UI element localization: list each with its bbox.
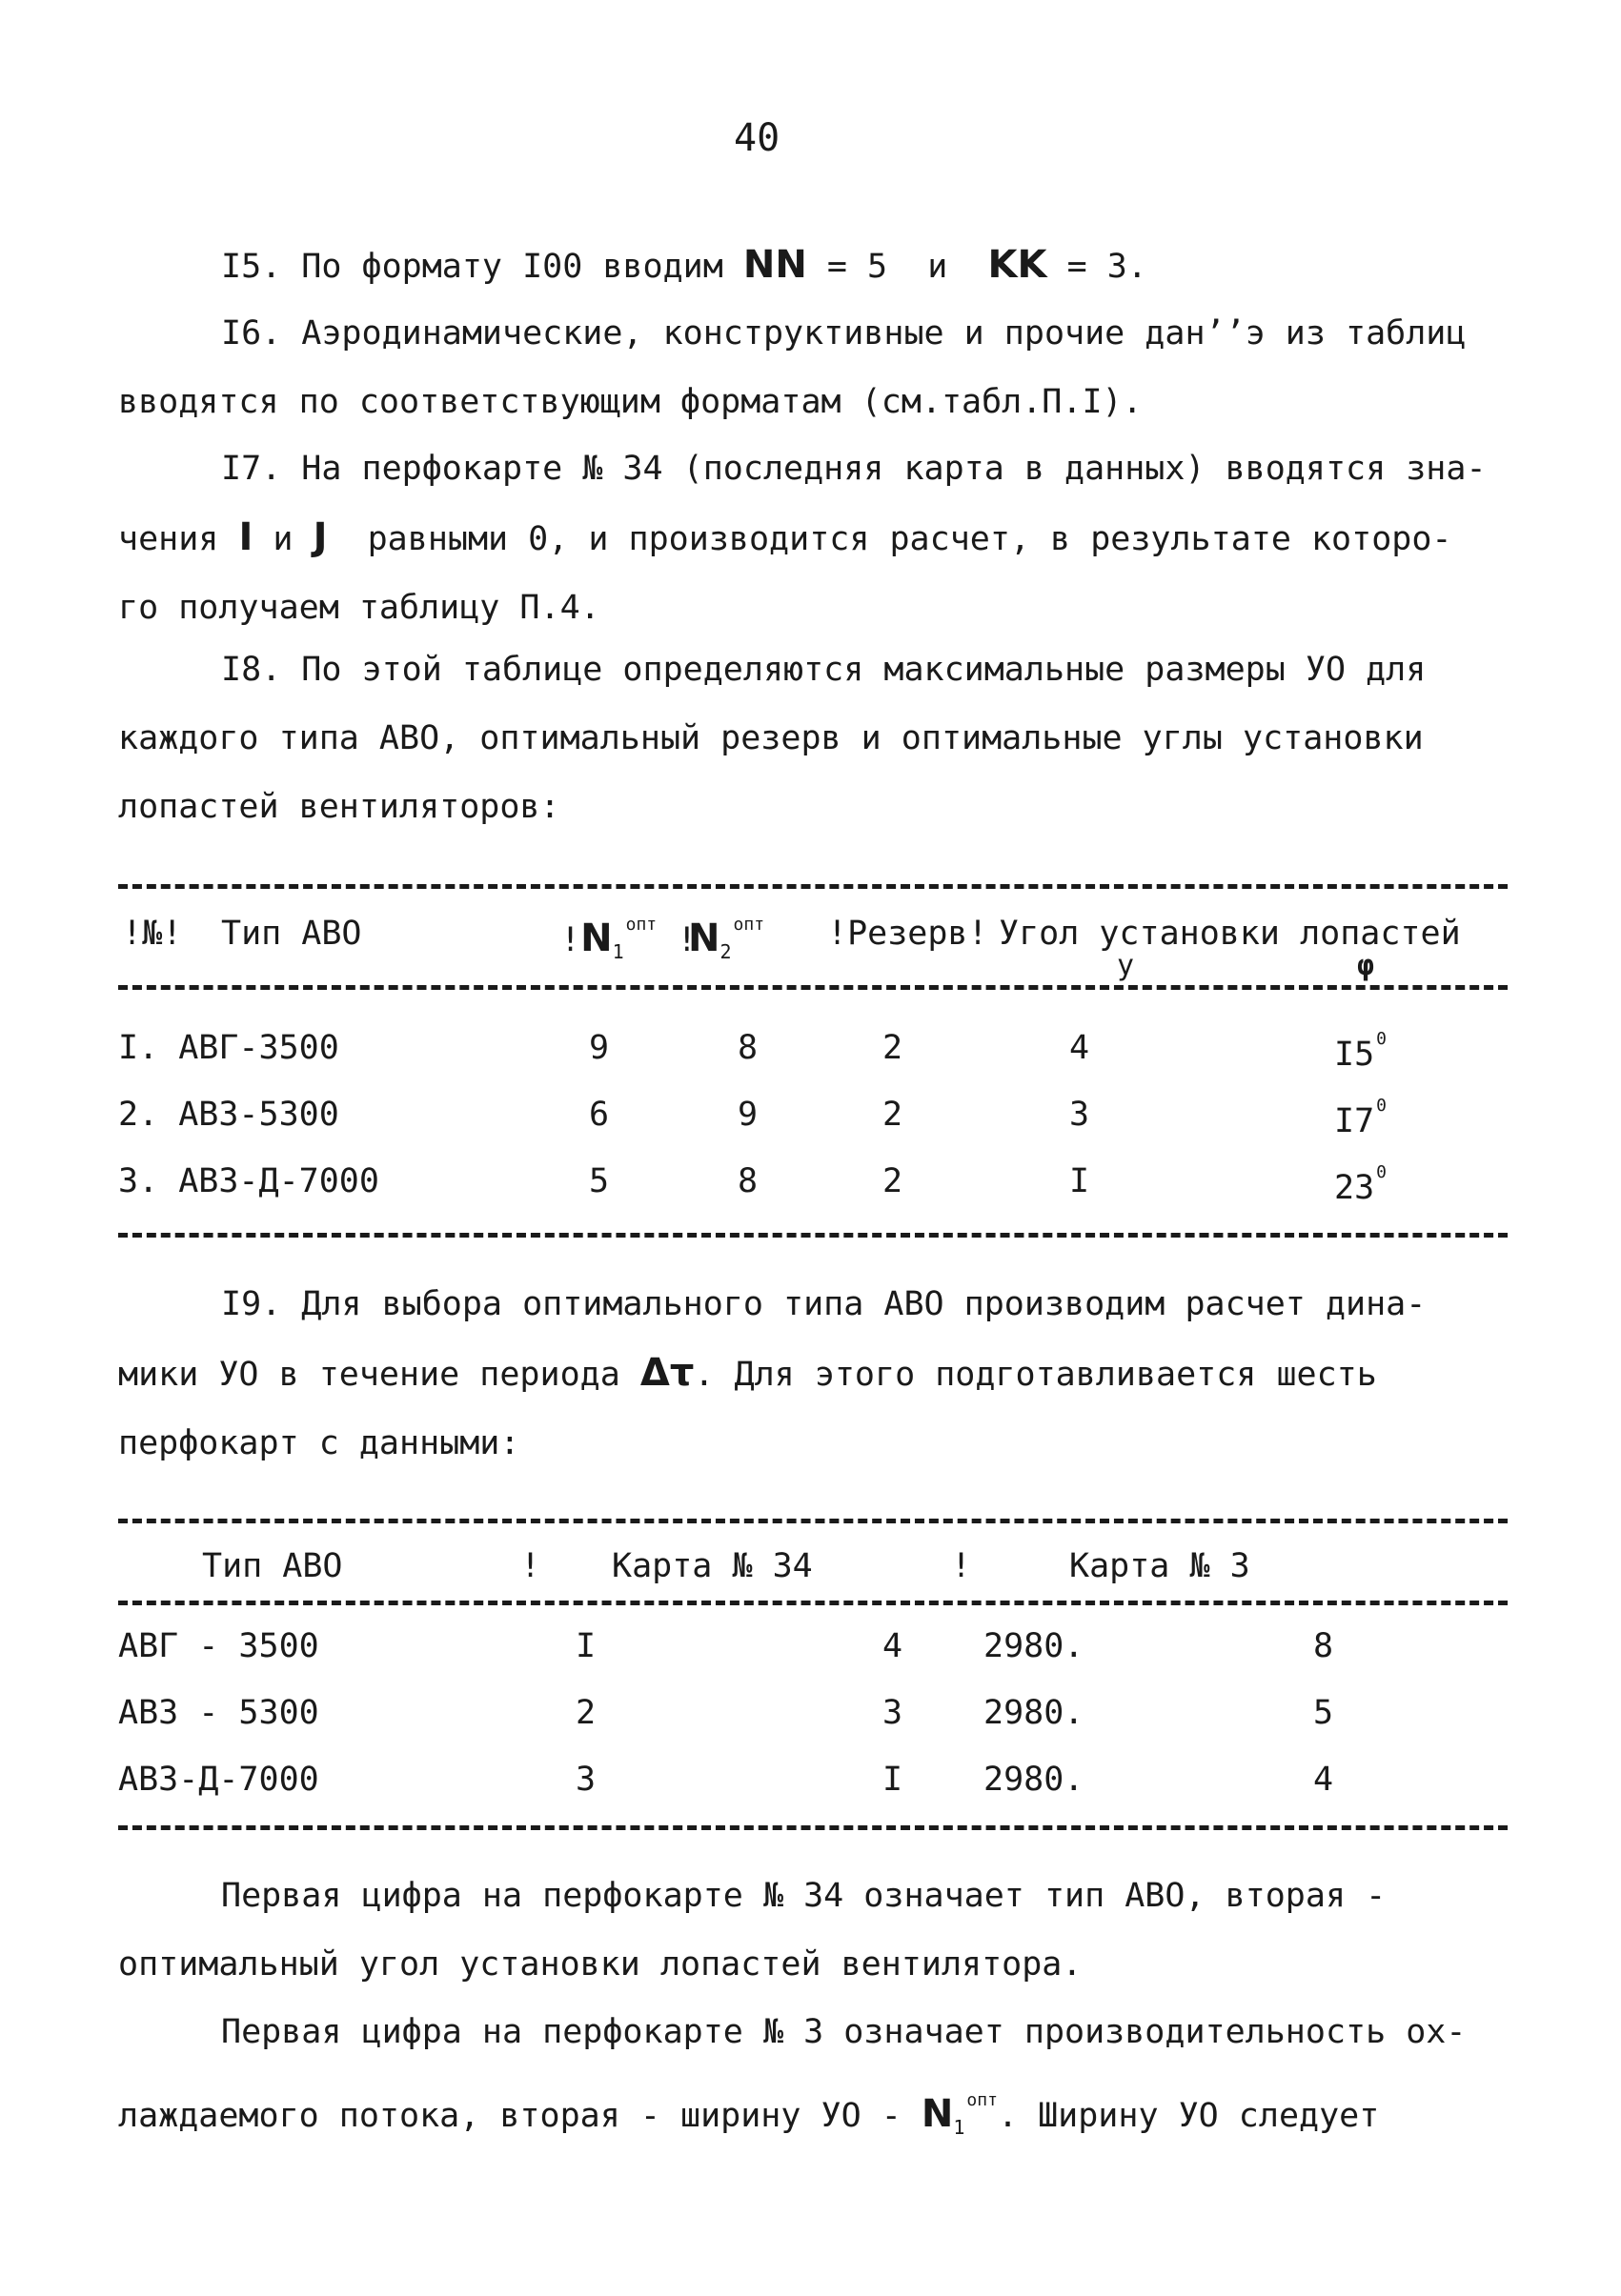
p21-line2 — [118, 2066, 1510, 2162]
p17-line3: го получаем таблицу П.4. — [118, 589, 600, 627]
t2-r3-c3: 2980. — [983, 1761, 1084, 1799]
table1-header-reserve: !Резерв! — [827, 915, 988, 953]
paragraph-15 — [118, 231, 1612, 301]
t1-r3-type: 3. АВЗ-Д-7000 — [118, 1162, 379, 1200]
t1-r1-reserve: 2 — [882, 1029, 903, 1067]
paragraph-18 — [118, 635, 1510, 841]
table2-header-type: Тип АВО — [202, 1547, 343, 1585]
t1-r1-n1: 9 — [589, 1029, 610, 1067]
table2-header-rule — [118, 1601, 1508, 1605]
p21-line2-a: лаждаемого потока, вторая - ширину УО - — [118, 2097, 902, 2135]
t2-r3-c1: 3 — [576, 1761, 597, 1799]
p21-line1: Первая цифра на перфокарте № 3 означает производительность ох- — [221, 2013, 1467, 2051]
th-n1-sup: опт — [625, 915, 658, 935]
p15-eq2: = 3. — [1066, 248, 1147, 286]
table1-header-n2 — [688, 915, 764, 963]
p15-text: I5. По формату I00 вводим — [221, 248, 723, 286]
th-num: № — [142, 915, 163, 953]
th-n2-sup: опт — [733, 915, 765, 935]
p19-line2 — [118, 1339, 1510, 1409]
t1-r3-n1: 5 — [589, 1162, 610, 1200]
table2-header-card3: Карта № 3 — [1069, 1547, 1250, 1585]
n1-opt-symbol: N — [921, 2092, 954, 2136]
paragraph-17 — [118, 434, 1510, 642]
paragraph-20 — [118, 1862, 1510, 1999]
t1-r3-y: I — [1069, 1162, 1090, 1200]
t1-r2-n2: 9 — [738, 1096, 759, 1134]
t2-r1-c4: 8 — [1313, 1627, 1334, 1665]
t2-r2-c4: 5 — [1313, 1694, 1334, 1732]
p17-line2-b: и — [273, 520, 294, 558]
p19-line2-b: . Для этого подготавливается шесть — [694, 1356, 1377, 1394]
p17-line2-a: чения — [118, 520, 219, 558]
p17-line1: I7. На перфокарте № 34 (последняя карта в данных) вводятся зна- — [221, 450, 1487, 488]
p20-line1: Первая цифра на перфокарте № 34 означает тип АВО, вторая - — [221, 1877, 1387, 1915]
th-n1-sub: 1 — [612, 940, 624, 963]
p21-line2-b: . Ширину УО следует — [997, 2097, 1380, 2135]
table2-bottom-rule — [118, 1825, 1508, 1830]
table1-header-y: y — [1117, 949, 1135, 982]
p17-line2-c: равными 0, и производится расчет, в результате которо- — [367, 520, 1452, 558]
p15-eq1: = 5 — [826, 248, 888, 286]
kk-symbol: KK — [987, 243, 1047, 287]
paragraph-19 — [118, 1270, 1510, 1478]
t2-r1-c1: I — [576, 1627, 597, 1665]
t1-r3-angle — [1334, 1162, 1387, 1207]
paragraph-16 — [118, 299, 1510, 436]
t2-r2-c3: 2980. — [983, 1694, 1084, 1732]
t1-r1-type: I. АВГ-3500 — [118, 1029, 339, 1067]
t1-r1-angle-value: I5 — [1334, 1036, 1375, 1074]
p16-line1: I6. Аэродинамические, конструктивные и прочие дан’’э из таблиц — [221, 314, 1467, 352]
t1-r1-y: 4 — [1069, 1029, 1090, 1067]
p18-line1: I8. По этой таблице определяются максимальные размеры УО для — [221, 651, 1427, 689]
t1-r3-n2: 8 — [738, 1162, 759, 1200]
t2-r2-type: АВЗ - 5300 — [118, 1694, 319, 1732]
table1-header-type: Тип АВО — [221, 915, 362, 953]
th-n1-symbol: N — [580, 916, 613, 960]
th-n2-sub: 2 — [719, 940, 732, 963]
n1-opt-sup: опт — [966, 2090, 998, 2110]
table1-header-angle: Угол установки лопастей — [999, 915, 1461, 953]
t2-r3-type: АВЗ-Д-7000 — [118, 1761, 319, 1799]
p17-line2 — [118, 503, 1510, 574]
t1-r3-angle-value: 23 — [1334, 1169, 1375, 1207]
table1-header-n1: $!N_1^{опт}$ ! — [560, 915, 698, 963]
table1-top-rule — [118, 884, 1508, 889]
t2-r2-c2: 3 — [882, 1694, 903, 1732]
t1-r3-degree: 0 — [1376, 1162, 1387, 1182]
p18-line2: каждого типа АВО, оптимальный резерв и оптимальные углы установки — [118, 719, 1424, 757]
j-symbol: J — [313, 515, 328, 559]
table2-separator-2: ! — [951, 1547, 972, 1585]
p19-line3: перфокарт с данными: — [118, 1424, 520, 1462]
nn-symbol: NN — [742, 243, 807, 287]
table2-separator-1: ! — [520, 1547, 541, 1585]
th-n2-symbol: N — [688, 916, 720, 960]
p19-line2-a: мики УО в течение периода — [118, 1356, 620, 1394]
t1-r2-reserve: 2 — [882, 1096, 903, 1134]
t2-r3-c4: 4 — [1313, 1761, 1334, 1799]
t1-r2-type: 2. АВЗ-5300 — [118, 1096, 339, 1134]
t1-r3-reserve: 2 — [882, 1162, 903, 1200]
p16-line2: вводятся по соответствующим форматам (см.табл.П.I). — [118, 383, 1143, 421]
p20-line2: оптимальный угол установки лопастей вентилятора. — [118, 1945, 1083, 1984]
table1-bottom-rule — [118, 1233, 1508, 1238]
page-number: 40 — [734, 116, 780, 160]
t1-r2-angle — [1334, 1096, 1387, 1140]
table1-header-rule — [118, 985, 1508, 990]
t1-r1-degree: 0 — [1376, 1029, 1387, 1049]
table2-top-rule — [118, 1519, 1508, 1523]
table1-header-phi: φ — [1357, 949, 1375, 982]
t2-r2-c1: 2 — [576, 1694, 597, 1732]
th-reserve: Резерв — [847, 915, 968, 953]
t1-r2-y: 3 — [1069, 1096, 1090, 1134]
paragraph-21 — [118, 1998, 1510, 2162]
t1-r1-angle — [1334, 1029, 1387, 1074]
p15-and: и — [927, 248, 948, 286]
t1-r2-angle-value: I7 — [1334, 1102, 1375, 1140]
table2-header-card34: Карта № 34 — [612, 1547, 813, 1585]
p18-line3: лопастей вентиляторов: — [118, 788, 560, 826]
t2-r1-type: АВГ - 3500 — [118, 1627, 319, 1665]
i-symbol: I — [238, 515, 253, 559]
p19-line1: I9. Для выбора оптимального типа АВО производим расчет дина- — [221, 1285, 1427, 1323]
t2-r1-c2: 4 — [882, 1627, 903, 1665]
t1-r2-degree: 0 — [1376, 1096, 1387, 1116]
t1-r1-n2: 8 — [738, 1029, 759, 1067]
t2-r3-c2: I — [882, 1761, 903, 1799]
n1-opt-sub: 1 — [953, 2116, 965, 2139]
table1-header-num: !№! — [122, 915, 183, 953]
t1-r2-n1: 6 — [589, 1096, 610, 1134]
t2-r1-c3: 2980. — [983, 1627, 1084, 1665]
delta-tau-symbol: Δτ — [639, 1351, 695, 1395]
